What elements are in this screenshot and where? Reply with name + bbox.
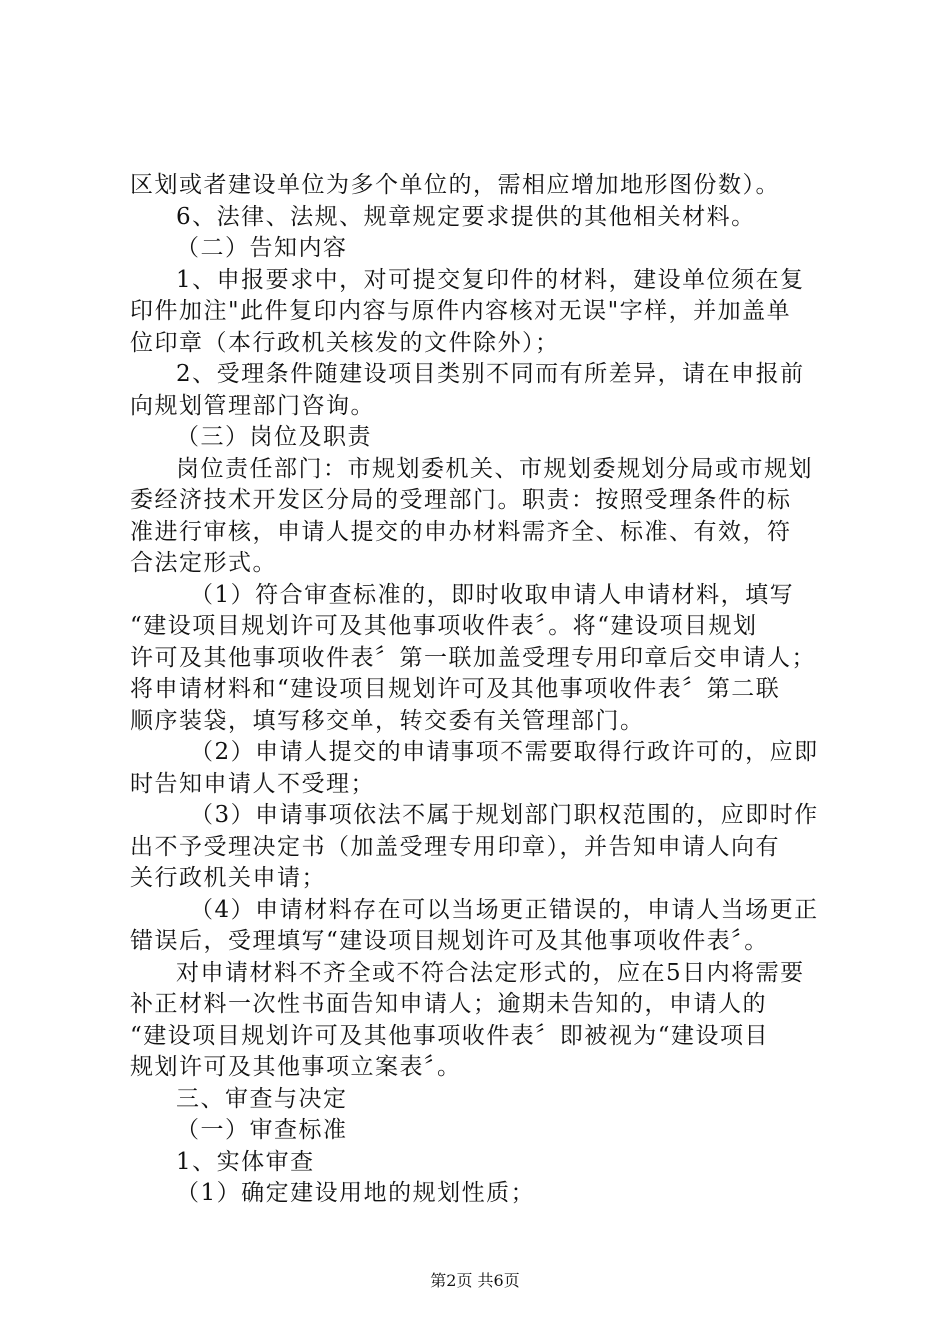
text-line: 出不予受理决定书（加盖受理专用印章），并告知申请人向有 xyxy=(130,833,780,860)
text-line: （1）确定建设用地的规划性质； xyxy=(176,1180,536,1206)
text-line: 错误后，受理填写“建设项目规划许可及其他事项收件表〞。 xyxy=(130,928,769,954)
document-body xyxy=(130,170,830,1210)
text-line: 补正材料一次性书面告知申请人；逾期未告知的，申请人的 xyxy=(130,991,767,1017)
section-heading: 三、审查与决定 xyxy=(176,1085,348,1112)
text-line: 合法定形式。 xyxy=(130,550,277,576)
text-line: 许可及其他事项收件表〞第一联加盖受理专用印章后交申请人； xyxy=(130,644,816,671)
text-line: “建设项目规划许可及其他事项收件表〞。将“建设项目规划 xyxy=(130,613,758,639)
text-line: （1）符合审查标准的，即时收取申请人申请材料，填写 xyxy=(190,581,795,608)
page-number: 第2页 共6页 xyxy=(430,1271,520,1290)
text-line: 区划或者建设单位为多个单位的，需相应增加地形图份数）。 xyxy=(130,172,780,198)
text-line: 时告知申请人不受理； xyxy=(130,770,375,797)
text-line: 将申请材料和“建设项目规划许可及其他事项收件表〞第二联 xyxy=(130,676,781,702)
section-heading: 1、实体审查 xyxy=(176,1148,315,1175)
text-line: 委经济技术开发区分局的受理部门。职责：按照受理条件的标 xyxy=(130,487,792,513)
text-line: （4）申请材料存在可以当场更正错误的，申请人当场更正 xyxy=(190,896,819,923)
section-heading: （二）告知内容 xyxy=(176,235,348,261)
text-line: 6、法律、法规、规章规定要求提供的其他相关材料。 xyxy=(176,203,756,230)
text-line: 规划许可及其他事项立案表〞。 xyxy=(130,1054,462,1080)
section-heading: （一）审查标准 xyxy=(176,1117,348,1143)
text-line: 2、受理条件随建设项目类别不同而有所差异，请在申报前 xyxy=(176,361,805,387)
text-line: 印件加注"此件复印内容与原件内容核对无误"字样，并加盖单 xyxy=(130,298,792,324)
text-line: 向规划管理部门咨询。 xyxy=(130,392,375,419)
text-line: 岗位责任部门：市规划委机关、市规划委规划分局或市规划 xyxy=(176,455,813,482)
text-line: 关行政机关申请； xyxy=(130,865,326,891)
section-heading: （三）岗位及职责 xyxy=(176,424,372,450)
text-line: （3）申请事项依法不属于规划部门职权范围的，应即时作 xyxy=(190,802,819,828)
text-line: 位印章（本行政机关核发的文件除外）； xyxy=(130,329,560,356)
text-line: （2）申请人提交的申请事项不需要取得行政许可的，应即 xyxy=(190,739,819,765)
text-line: “建设项目规划许可及其他事项收件表〞即被视为“建设项目 xyxy=(130,1022,770,1049)
text-line: 顺序装袋，填写移交单，转交委有关管理部门。 xyxy=(130,707,645,734)
page-footer xyxy=(0,1268,950,1291)
text-line: 对申请材料不齐全或不符合法定形式的，应在5日内将需要 xyxy=(176,959,805,986)
text-line: 准进行审核，申请人提交的申办材料需齐全、标准、有效，符 xyxy=(130,518,792,545)
text-line: 1、申报要求中，对可提交复印件的材料，建设单位须在复 xyxy=(176,266,805,293)
